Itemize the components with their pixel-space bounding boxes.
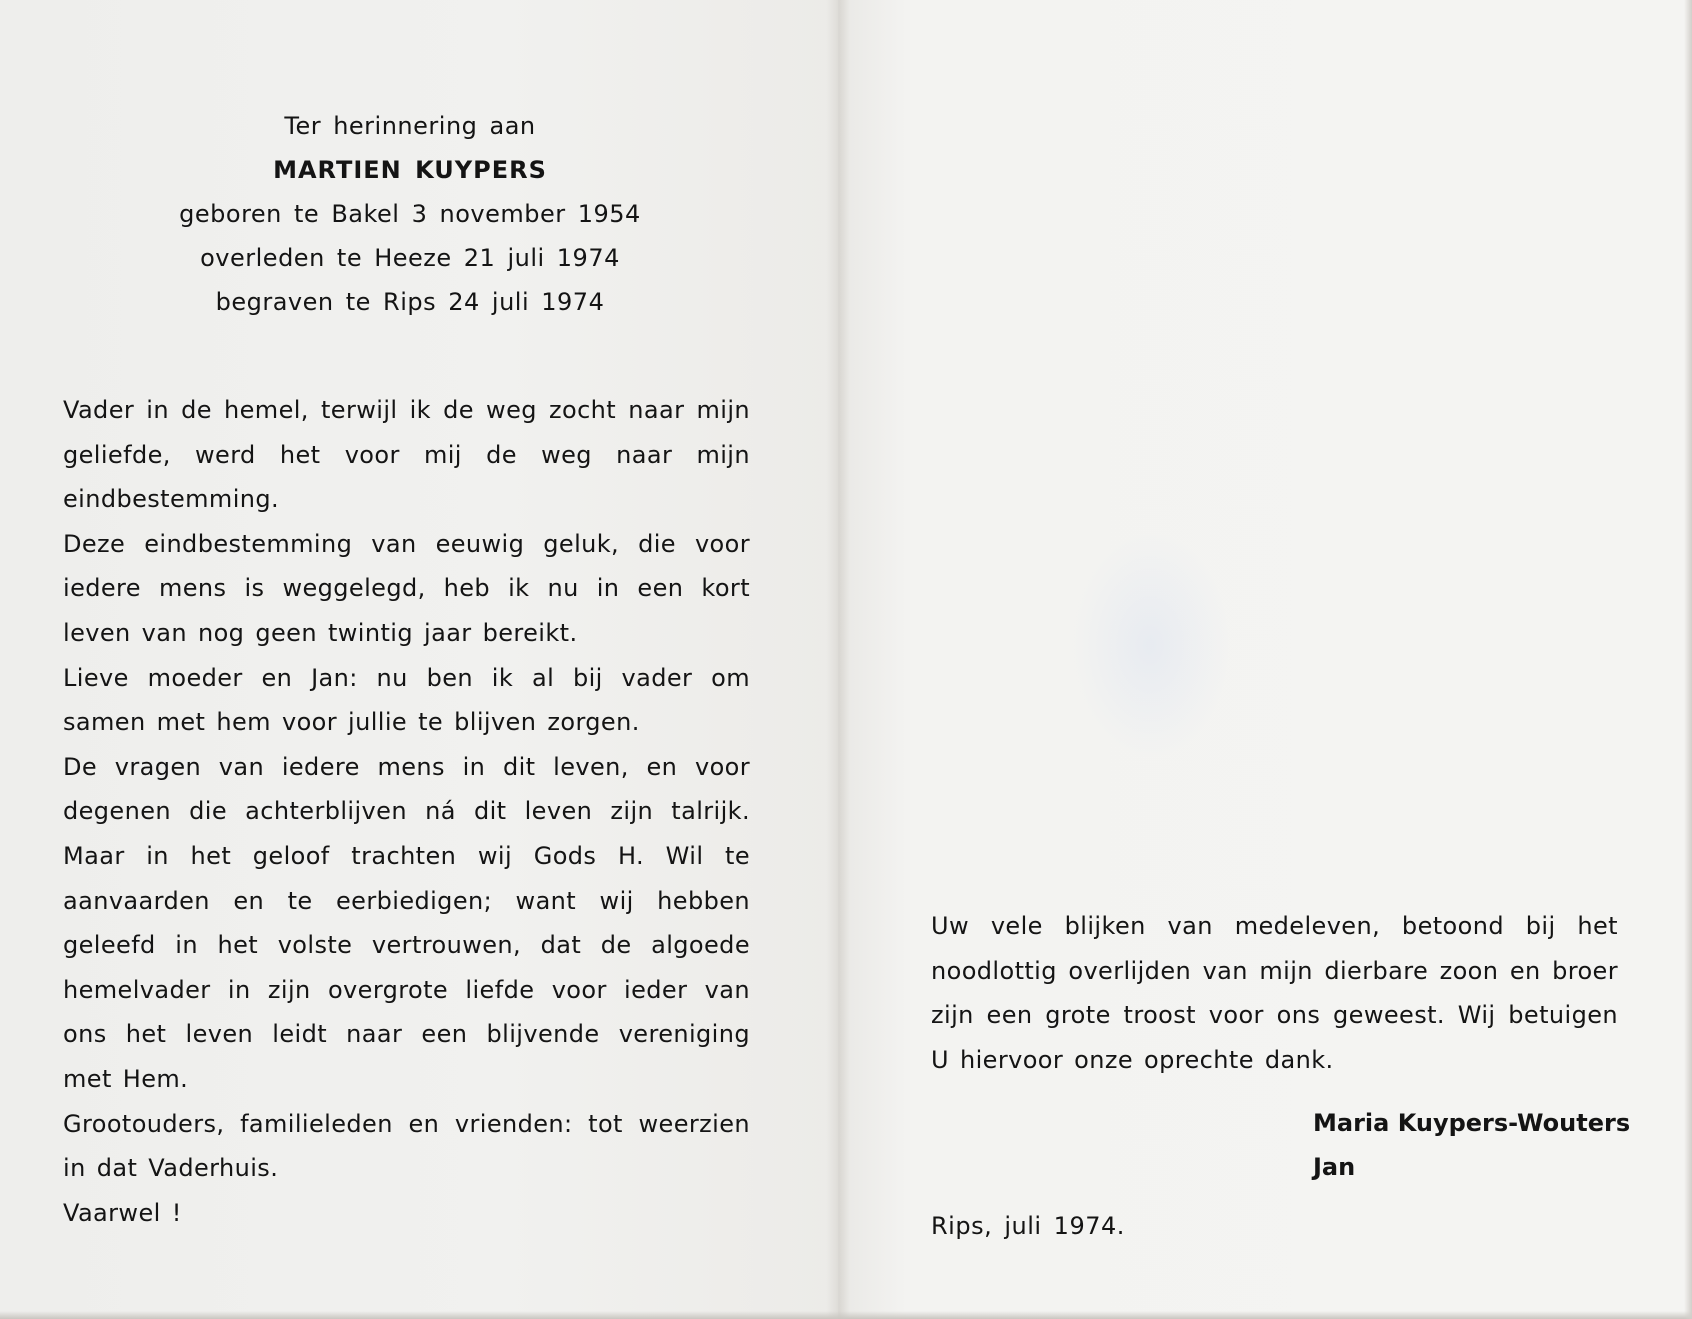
birth-line: geboren te Bakel 3 november 1954 (179, 200, 641, 228)
thanks-text: Uw vele blijken van medeleven, betoond bij het noodlottig overlijden van mijn dierbare zoon en broer zijn een grote troost voor ons geweest. Wij betuigen U hiervoor onze oprechte dank. (931, 912, 1618, 1074)
death-line: overleden te Heeze 21 juli 1974 (200, 244, 620, 272)
signatures (1313, 1101, 1631, 1189)
poem-paragraph-5: Grootouders, familieleden en vrienden: tot weerzien in dat Vaderhuis. (63, 1109, 750, 1183)
intro-line: Ter herinnering aan (284, 112, 536, 140)
place-date: Rips, juli 1974. (931, 1212, 1125, 1240)
burial-line: begraven te Rips 24 juli 1974 (215, 288, 605, 316)
memorial-text (63, 388, 750, 1235)
poem-paragraph-2: Deze eindbestemming van eeuwig geluk, die voor iedere mens is weggelegd, heb ik nu in een kort leven van nog geen twintig jaar bereikt. (63, 529, 750, 647)
signature-main: Maria Kuypers-Wouters (1313, 1109, 1631, 1137)
poem-paragraph-1: Vader in de hemel, terwijl ik de weg zocht naar mijn geliefde, werd het voor mij de weg naar mijn eindbestemming. (63, 396, 750, 514)
poem-paragraph-3: Lieve moeder en Jan: nu ben ik al bij vader om samen met hem voor jullie te blijven zorgen. (63, 663, 750, 737)
card-fold (826, 0, 850, 1319)
poem-paragraph-4: De vragen van iedere mens in dit leven, en voor degenen die achterblijven ná dit leven zijn talrijk. Maar in het geloof trachten wij Gods H. Wil te aanvaarden en te eerbiedigen; want wij hebben geleefd in het volste vertrouwen, dat de algoede hemelvader in zijn overgrote liefde voor ieder van ons het leven leidt naar een blijvende vereniging met Hem. (63, 752, 750, 1093)
signature-second: Jan (1313, 1153, 1356, 1181)
poem-paragraph-6: Vaarwel ! (63, 1198, 182, 1227)
faint-watermark (1070, 530, 1230, 760)
left-panel (0, 0, 838, 1319)
deceased-name: MARTIEN KUYPERS (273, 156, 547, 184)
card-bottom-edge (0, 1311, 1692, 1319)
card-right-edge (1684, 0, 1692, 1319)
memorial-header (90, 104, 730, 324)
